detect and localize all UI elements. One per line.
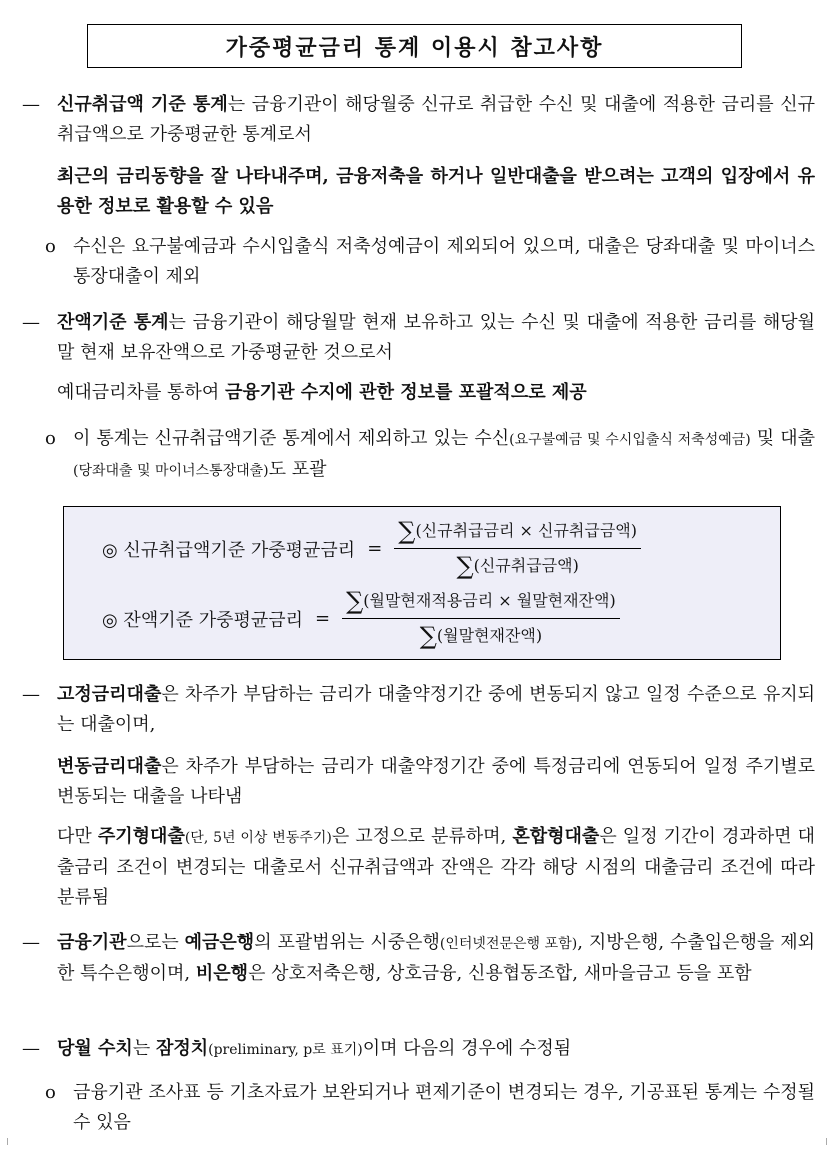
section-periodic-hybrid bbox=[57, 822, 815, 913]
bullet-marker: o bbox=[45, 236, 56, 257]
numerator-text: (월말현재적용금리 × 월말현재잔액) bbox=[363, 591, 616, 610]
text: 이며 다음의 경우에 수정됨 bbox=[362, 1038, 572, 1059]
bullet-marker: o bbox=[45, 428, 56, 449]
text: 및 대출 bbox=[750, 428, 815, 449]
text: 는 금융기관이 해당월말 현재 보유하고 있는 수신 및 대출에 적용한 금리를 해당월말 현재 보유잔액으로 가중평균한 것으로서 bbox=[57, 312, 815, 363]
dash-marker: — bbox=[22, 312, 40, 333]
bullet-marker: o bbox=[45, 1082, 56, 1103]
note: (인터넷전문은행 포함) bbox=[439, 936, 578, 952]
denominator bbox=[420, 619, 542, 650]
formula-new-issuance bbox=[102, 517, 641, 580]
term-preliminary: 잠정치 bbox=[155, 1038, 209, 1059]
section-new-issuance bbox=[57, 90, 815, 150]
formula-label: ◎ 잔액기준 가중평균금리 bbox=[102, 609, 304, 631]
text: 도 포괄 bbox=[268, 459, 327, 480]
text: 다만 bbox=[57, 826, 98, 847]
text: 는 bbox=[132, 1038, 156, 1059]
text: 은 일정 기간이 경과하면 대출금리 조건이 변경되는 대출로서 신규취급액과 잔액은 각각 해당 시점의 대출금리 조건에 따라 분류됨 bbox=[57, 826, 816, 908]
formula-balance bbox=[102, 587, 620, 650]
term-current-month: 당월 수치 bbox=[57, 1038, 133, 1059]
section-fixed-rate bbox=[57, 680, 815, 740]
formula-label: ◎ 신규취급액기준 가중평균금리 bbox=[102, 539, 356, 561]
numerator bbox=[342, 587, 620, 619]
fraction bbox=[394, 517, 641, 580]
fraction bbox=[342, 587, 620, 650]
note: (단, 5년 이상 변동주기) bbox=[184, 830, 332, 846]
formula-box bbox=[63, 506, 781, 660]
balance-info-bold: 금융기관 수지에 관한 정보를 포괄적으로 제공 bbox=[224, 382, 587, 403]
denominator-text: (월말현재잔액) bbox=[436, 626, 543, 645]
sigma-icon: ∑ bbox=[398, 517, 416, 545]
sigma-icon: ∑ bbox=[346, 587, 364, 615]
text: 은 차주가 부담하는 금리가 대출약정기간 중에 변동되지 않고 일정 수준으로 유지되는 대출이며, bbox=[57, 684, 815, 735]
new-issuance-exclusions: 수신은 요구불예금과 수시입출식 저축성예금이 제외되어 있으며, 대출은 당좌대출 및 마이너스통장대출이 제외 bbox=[73, 236, 815, 287]
term-variable-rate: 변동금리대출 bbox=[57, 756, 162, 777]
term-balance: 잔액기준 통계 bbox=[57, 312, 169, 333]
equals-sign: = bbox=[315, 608, 331, 629]
numerator-text: (신규취급금리 × 신규취급금액) bbox=[415, 521, 637, 540]
denominator-text: (신규취급금액) bbox=[473, 556, 579, 575]
balance-info bbox=[57, 378, 815, 408]
text: 은 고정으로 분류하며, bbox=[331, 826, 513, 847]
section-institutions bbox=[57, 928, 815, 989]
sigma-icon: ∑ bbox=[419, 622, 437, 650]
term-periodic: 주기형대출 bbox=[97, 826, 185, 847]
section-preliminary bbox=[57, 1034, 815, 1065]
corner-mark bbox=[0, 1138, 8, 1145]
term-new-issuance: 신규취급액 기준 통계 bbox=[57, 94, 228, 115]
text: 은 상호저축은행, 상호금융, 신용협동조합, 새마을금고 등을 포함 bbox=[248, 963, 752, 984]
note: (preliminary, p로 표기) bbox=[208, 1042, 363, 1058]
note: (당좌대출 및 마이너스통장대출) bbox=[73, 463, 269, 479]
text: 예대금리차를 통하여 bbox=[57, 382, 225, 403]
note: (요구불예금 및 수시입출식 저축성예금) bbox=[509, 432, 751, 448]
text: 의 포괄범위는 시중은행 bbox=[254, 932, 440, 953]
dash-marker: — bbox=[22, 684, 40, 705]
text: 은 차주가 부담하는 금리가 대출약정기간 중에 특정금리에 연동되어 일정 주기별로 변동되는 대출을 나타냄 bbox=[57, 756, 815, 807]
balance-coverage bbox=[73, 424, 815, 486]
dash-marker: — bbox=[22, 1038, 40, 1059]
term-non-banks: 비은행 bbox=[195, 963, 249, 984]
sigma-icon: ∑ bbox=[456, 552, 474, 580]
text: , 지방은행, 수출입은행을 제외한 특수은행이며, bbox=[57, 932, 816, 984]
equals-sign: = bbox=[367, 538, 383, 559]
term-deposit-banks: 예금은행 bbox=[184, 932, 255, 953]
text: 이 통계는 신규취급액기준 통계에서 제외하고 있는 수신 bbox=[73, 428, 510, 449]
term-institutions: 금융기관 bbox=[57, 932, 127, 953]
denominator bbox=[456, 549, 578, 580]
text: 는 금융기관이 해당월중 신규로 취급한 수신 및 대출에 적용한 금리를 신규취급액으로 가중평균한 통계로서 bbox=[57, 94, 815, 145]
dash-marker: — bbox=[22, 932, 40, 953]
dash-marker: — bbox=[22, 94, 40, 115]
term-fixed-rate: 고정금리대출 bbox=[57, 684, 162, 705]
numerator bbox=[394, 517, 641, 549]
section-variable-rate bbox=[57, 752, 815, 812]
section-balance bbox=[57, 308, 815, 368]
page-title: 가중평균금리 통계 이용시 참고사항 bbox=[87, 24, 742, 68]
term-hybrid: 혼합형대출 bbox=[512, 826, 600, 847]
corner-mark bbox=[826, 1138, 834, 1145]
new-issuance-usefulness: 최근의 금리동향을 잘 나타내주며, 금융저축을 하거나 일반대출을 받으려는 고객의 입장에서 유용한 정보로 활용할 수 있음 bbox=[57, 166, 815, 217]
revision-note: 금융기관 조사표 등 기초자료가 보완되거나 편제기준이 변경되는 경우, 기공표된 통계는 수정될 수 있음 bbox=[73, 1082, 815, 1133]
text: 으로는 bbox=[126, 932, 185, 953]
